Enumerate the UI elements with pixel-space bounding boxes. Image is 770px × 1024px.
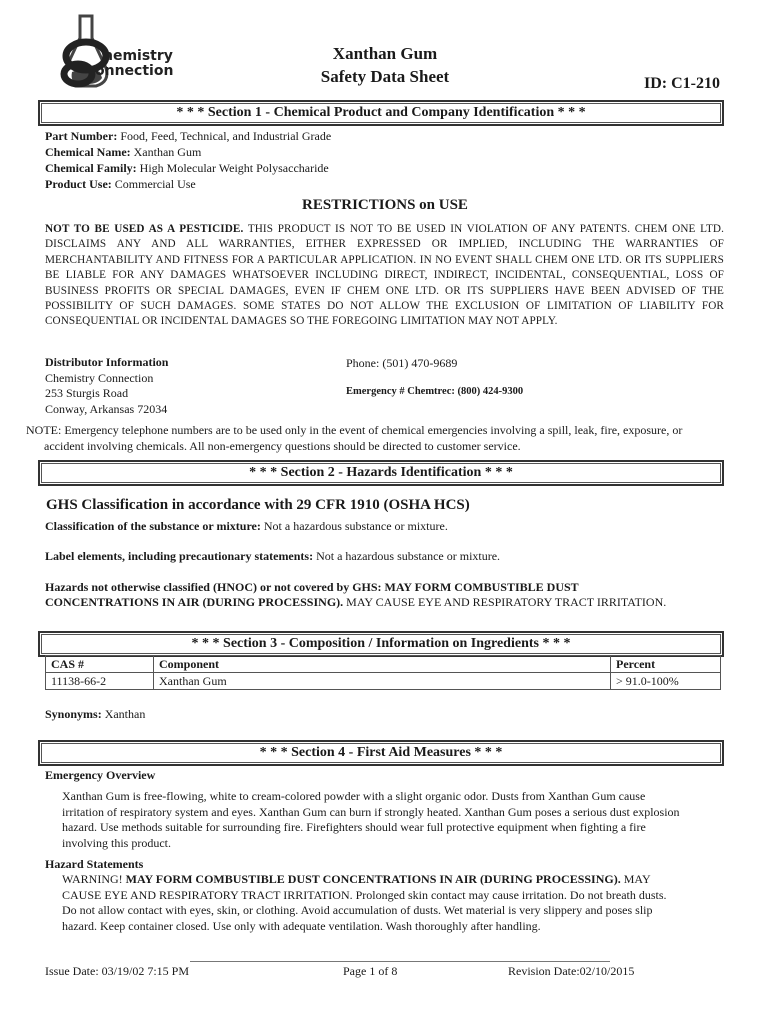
table-row [46, 673, 721, 690]
section1-heading: * * * Section 1 - Chemical Product and Company Identification * * * [38, 100, 724, 126]
product-use-row [45, 177, 196, 192]
synonyms-label: Synonyms: [45, 707, 102, 721]
hnoc-line2-rest: MAY CAUSE EYE AND RESPIRATORY TRACT IRRITATION. [346, 595, 667, 609]
classification-label: Classification of the substance or mixture: [45, 519, 261, 533]
ghs-title: GHS Classification in accordance with 29 CFR 1910 (OSHA HCS) [46, 497, 470, 513]
footer-divider [190, 961, 610, 962]
issue-date: Issue Date: 03/19/02 7:15 PM [45, 964, 189, 978]
column-header: Percent [611, 656, 721, 673]
logo-text-line2: onnection [95, 63, 174, 79]
column-header: CAS # [46, 656, 154, 673]
product-use-value: Commercial Use [114, 177, 196, 191]
hazard-line: CAUSE EYE AND RESPIRATORY TRACT IRRITATION. Prolonged skin contact may cause irritation. Do not breath dusts. [62, 887, 667, 902]
hnoc-line1-text: Hazards not otherwise classified (HNOC) or not covered by GHS: MAY FORM COMBUSTIBLE DUST [45, 580, 579, 594]
restrictions-title: RESTRICTIONS on USE [302, 197, 468, 213]
classification-row [45, 519, 448, 534]
distributor-label: Distributor Information [45, 355, 169, 369]
distributor-city: Conway, Arkansas 72034 [45, 401, 168, 416]
table-cell: Xanthan Gum [154, 673, 611, 690]
hazard-bold: MAY FORM COMBUSTIBLE DUST CONCENTRATIONS IN AIR (DURING PROCESSING). [125, 872, 621, 886]
emergency-overview-label: Emergency Overview [45, 768, 156, 782]
table-header-row [46, 656, 721, 673]
restrictions-text [45, 222, 724, 330]
note-line2: accident involving chemicals. All non-emergency questions should be directed to customer service. [44, 438, 521, 453]
hazard-statements-label: Hazard Statements [45, 857, 144, 871]
hazard-warning: WARNING! [62, 872, 123, 886]
emergency-note [26, 423, 726, 454]
part-number-label: Part Number: [45, 129, 118, 143]
note-line1: NOTE: Emergency telephone numbers are to be used only in the event of chemical emergencies involving a spill, leak, fire, exposure, or [26, 423, 683, 437]
overview-line: Xanthan Gum is free-flowing, white to cream-colored powder with a slight organic odor. Dusts from Xanthan Gum cause [62, 789, 646, 803]
overview-line: involving this product. [62, 835, 171, 850]
section3-heading: * * * Section 3 - Composition / Information on Ingredients * * * [38, 631, 724, 657]
part-number-row [45, 129, 331, 144]
hnoc-line2-bold: CONCENTRATIONS IN AIR (DURING PROCESSING). [45, 595, 344, 609]
hazard-statements-text [62, 872, 722, 934]
label-elements-row [45, 549, 500, 564]
product-use-label: Product Use: [45, 177, 112, 191]
table-cell: 11138-66-2 [46, 673, 154, 690]
document-id: ID: C1-210 [644, 75, 720, 92]
column-header: Component [154, 656, 611, 673]
hazard-line: hazard. Keep container closed. Use only with adequate ventilation. Wash thoroughly after handling. [62, 918, 541, 933]
overview-line: hazard. Use methods suitable for surrounding fire. Firefighters should wear full protective equipment when fighting a fire [62, 820, 646, 834]
hazard-line1 [62, 872, 722, 888]
document-title: Xanthan Gum [332, 44, 438, 63]
distributor-street: 253 Sturgis Road [45, 386, 129, 400]
chemical-family-value: High Molecular Weight Polysaccharide [139, 161, 329, 175]
chemical-family-label: Chemical Family: [45, 161, 137, 175]
hazard-line: Do not allow contact with eyes, skin, or clothing. Avoid accumulation of dusts. Wet material is very slippery and poses slip [62, 903, 653, 917]
classification-value: Not a hazardous substance or mixture. [263, 519, 448, 533]
synonyms-value: Xanthan [104, 707, 146, 721]
label-elements-value: Not a hazardous substance or mixture. [316, 549, 501, 563]
label-elements-label: Label elements, including precautionary statements: [45, 549, 314, 563]
page-number: Page 1 of 8 [343, 964, 398, 978]
hazard-line1-tail: MAY [623, 872, 651, 886]
composition-table [45, 655, 721, 690]
table-cell: > 91.0-100% [611, 673, 721, 690]
section4-heading: * * * Section 4 - First Aid Measures * * * [38, 740, 724, 766]
restrictions-body: THIS PRODUCT IS NOT TO BE USED IN VIOLATION OF ANY PATENTS. CHEM ONE LTD. DISCLAIMS ANY AND ALL WARRANTIES, EITHER EXPRESSED OR IMPLIED, INCLUDING THE WARRANTIES OF MERCHANTABILITY AND FITNESS FOR A PARTICULAR APPLICATION. IN NO EVENT SHALL CHEM ONE LTD. OR ITS SUPPLIERS BE LIABLE FOR ANY DAMAGES WHATSOEVER INCLUDING DIRECT, INDIRECT, INCIDENTAL, CONSEQUENTIAL, LOSS OF BUSINESS PROFITS OR SPECIAL DAMAGES, EVEN IF CHEM ONE LTD. OR ITS SUPPLIERS HAVE BEEN ADVISED OF THE POSSIBILITY OF SUCH DAMAGES. SOME STATES DO NOT ALLOW THE EXCLUSION OF LIMITATION OF LIABILITY FOR CONSEQUENTIAL OR INCIDENTAL DAMAGES SO THE FOREGOING LIMITATION MAY NOT APPLY. [45, 223, 724, 328]
section2-heading: * * * Section 2 - Hazards Identification * * * [38, 460, 724, 486]
emergency-overview-text [62, 789, 722, 851]
emergency-number: Emergency # Chemtrec: (800) 424-9300 [346, 386, 524, 397]
part-number-value: Food, Feed, Technical, and Industrial Grade [120, 129, 332, 143]
chemical-name-value: Xanthan Gum [133, 145, 202, 159]
chemical-name-row [45, 145, 201, 160]
chemical-name-label: Chemical Name: [45, 145, 131, 159]
hnoc-line2 [45, 595, 666, 610]
chemical-family-row [45, 161, 329, 176]
hnoc-line1 [45, 580, 579, 595]
overview-line: irritation of respiratory system and eyes. Xanthan Gum can burn if strongly heated. Xanthan Gum poses a serious dust explosion [62, 804, 680, 819]
distributor-name: Chemistry Connection [45, 370, 154, 385]
logo-text-line1: hemistry [103, 48, 173, 64]
synonyms-row [45, 707, 145, 722]
revision-date: Revision Date:02/10/2015 [508, 964, 635, 978]
phone-number: Phone: (501) 470-9689 [346, 356, 458, 370]
restrictions-lead: NOT TO BE USED AS A PESTICIDE. [45, 223, 244, 235]
document-subtitle: Safety Data Sheet [320, 67, 450, 86]
distributor-info [45, 355, 168, 417]
